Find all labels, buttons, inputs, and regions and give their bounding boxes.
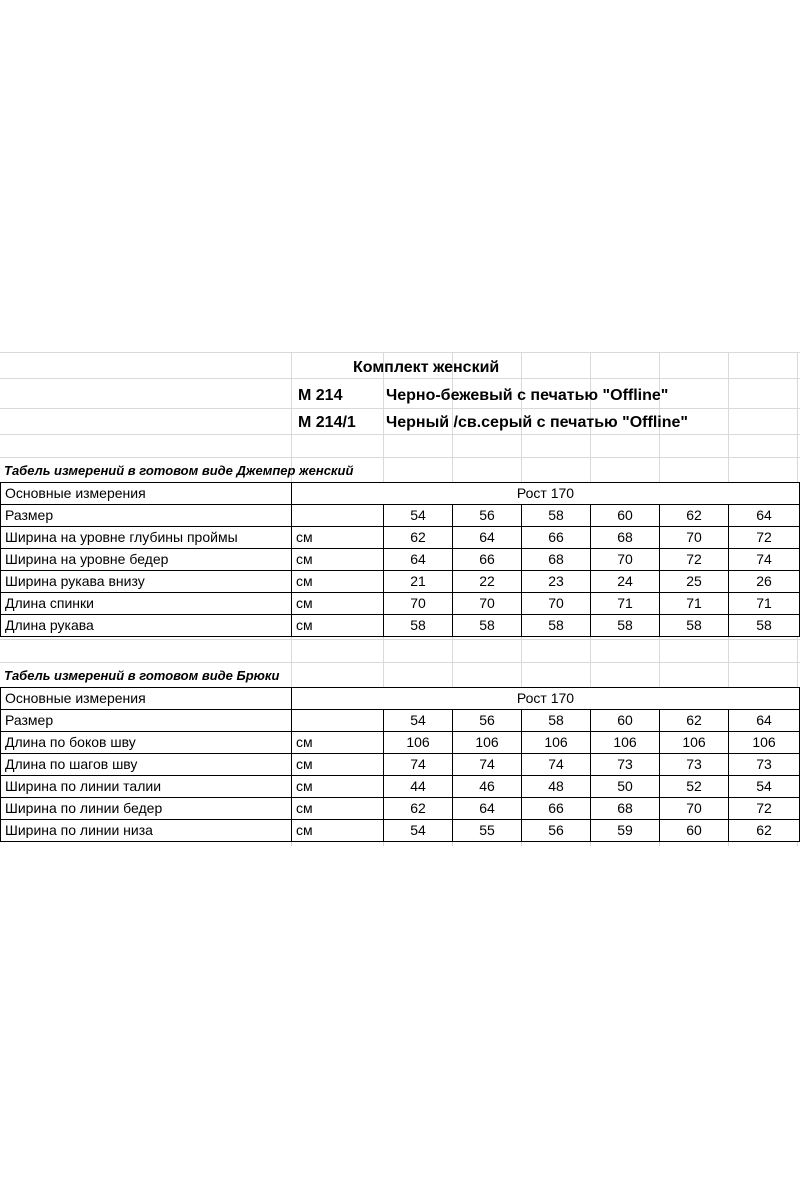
value-cell: 62 <box>384 798 453 820</box>
value-cell: 58 <box>453 615 522 637</box>
value-cell: 70 <box>522 593 591 615</box>
value-cell: 60 <box>660 820 729 842</box>
grid-line <box>0 408 800 409</box>
measurement-name: Ширина на уровне бедер <box>1 549 292 571</box>
value-cell: 71 <box>660 593 729 615</box>
size-cell: 56 <box>453 505 522 527</box>
table-row <box>1 820 800 842</box>
unit-cell: см <box>292 776 384 798</box>
value-cell: 58 <box>660 615 729 637</box>
model-description: Черно-бежевый с печатью "Offline" <box>386 387 669 404</box>
value-cell: 62 <box>729 820 800 842</box>
size-cell: 60 <box>591 710 660 732</box>
table-row <box>1 593 800 615</box>
value-cell: 73 <box>729 754 800 776</box>
main-measurements-label: Основные измерения <box>1 688 292 710</box>
spreadsheet-sheet <box>0 352 800 846</box>
unit-cell: см <box>292 593 384 615</box>
trousers-table-title: Табель измерений в готовом виде Брюки <box>4 668 280 683</box>
value-cell: 26 <box>729 571 800 593</box>
size-cell: 64 <box>729 710 800 732</box>
table-header-row <box>1 688 800 710</box>
value-cell: 70 <box>660 527 729 549</box>
value-cell: 70 <box>591 549 660 571</box>
value-cell: 44 <box>384 776 453 798</box>
value-cell: 58 <box>384 615 453 637</box>
unit-cell: см <box>292 732 384 754</box>
value-cell: 56 <box>522 820 591 842</box>
unit-cell: см <box>292 754 384 776</box>
measurement-name: Длина по шагов шву <box>1 754 292 776</box>
value-cell: 66 <box>522 798 591 820</box>
size-cell: 62 <box>660 505 729 527</box>
value-cell: 106 <box>453 732 522 754</box>
model-code: М 214 <box>298 387 343 404</box>
value-cell: 72 <box>729 527 800 549</box>
size-cell: 58 <box>522 505 591 527</box>
grid-line <box>0 352 800 353</box>
value-cell: 106 <box>729 732 800 754</box>
jumper-table-title: Табель измерений в готовом виде Джемпер женский <box>4 463 354 478</box>
value-cell: 106 <box>522 732 591 754</box>
value-cell: 48 <box>522 776 591 798</box>
value-cell: 59 <box>591 820 660 842</box>
value-cell: 52 <box>660 776 729 798</box>
measurement-name: Длина рукава <box>1 615 292 637</box>
value-cell: 106 <box>660 732 729 754</box>
empty-cell <box>292 710 384 732</box>
value-cell: 70 <box>660 798 729 820</box>
set-title: Комплект женский <box>353 359 500 376</box>
unit-cell: см <box>292 820 384 842</box>
value-cell: 71 <box>591 593 660 615</box>
value-cell: 54 <box>729 776 800 798</box>
model-description: Черный /св.серый с печатью "Offline" <box>386 414 688 431</box>
value-cell: 58 <box>729 615 800 637</box>
value-cell: 70 <box>453 593 522 615</box>
grid-line <box>0 457 800 458</box>
value-cell: 64 <box>453 798 522 820</box>
value-cell: 70 <box>384 593 453 615</box>
height-label: Рост 170 <box>292 483 800 505</box>
size-cell: 56 <box>453 710 522 732</box>
unit-cell: см <box>292 571 384 593</box>
main-measurements-label: Основные измерения <box>1 483 292 505</box>
value-cell: 55 <box>453 820 522 842</box>
value-cell: 74 <box>522 754 591 776</box>
value-cell: 25 <box>660 571 729 593</box>
value-cell: 74 <box>384 754 453 776</box>
value-cell: 73 <box>660 754 729 776</box>
value-cell: 58 <box>591 615 660 637</box>
size-row <box>1 710 800 732</box>
measurement-name: Ширина по линии талии <box>1 776 292 798</box>
value-cell: 106 <box>384 732 453 754</box>
table-row <box>1 732 800 754</box>
height-label: Рост 170 <box>292 688 800 710</box>
value-cell: 72 <box>660 549 729 571</box>
size-cell: 54 <box>384 505 453 527</box>
measurement-name: Длина по боков шву <box>1 732 292 754</box>
value-cell: 106 <box>591 732 660 754</box>
table-row <box>1 615 800 637</box>
table-row <box>1 549 800 571</box>
size-row <box>1 505 800 527</box>
value-cell: 62 <box>384 527 453 549</box>
value-cell: 54 <box>384 820 453 842</box>
size-cell: 60 <box>591 505 660 527</box>
value-cell: 66 <box>522 527 591 549</box>
value-cell: 64 <box>384 549 453 571</box>
size-cell: 54 <box>384 710 453 732</box>
size-cell: 62 <box>660 710 729 732</box>
value-cell: 68 <box>591 798 660 820</box>
grid-line <box>0 662 800 663</box>
value-cell: 22 <box>453 571 522 593</box>
model-code: М 214/1 <box>298 414 356 431</box>
size-label: Размер <box>1 710 292 732</box>
unit-cell: см <box>292 549 384 571</box>
measurement-name: Длина спинки <box>1 593 292 615</box>
value-cell: 68 <box>522 549 591 571</box>
value-cell: 71 <box>729 593 800 615</box>
unit-cell: см <box>292 527 384 549</box>
unit-cell: см <box>292 615 384 637</box>
value-cell: 73 <box>591 754 660 776</box>
value-cell: 21 <box>384 571 453 593</box>
table-row <box>1 776 800 798</box>
measurement-name: Ширина по линии бедер <box>1 798 292 820</box>
size-cell: 64 <box>729 505 800 527</box>
jumper-measurements-table <box>0 482 800 637</box>
value-cell: 50 <box>591 776 660 798</box>
size-cell: 58 <box>522 710 591 732</box>
value-cell: 64 <box>453 527 522 549</box>
trousers-measurements-table <box>0 687 800 842</box>
value-cell: 74 <box>729 549 800 571</box>
value-cell: 24 <box>591 571 660 593</box>
table-header-row <box>1 483 800 505</box>
grid-line <box>0 639 800 640</box>
unit-cell: см <box>292 798 384 820</box>
table-row <box>1 571 800 593</box>
measurement-name: Ширина на уровне глубины проймы <box>1 527 292 549</box>
size-label: Размер <box>1 505 292 527</box>
table-row <box>1 527 800 549</box>
value-cell: 23 <box>522 571 591 593</box>
value-cell: 46 <box>453 776 522 798</box>
measurement-name: Ширина по линии низа <box>1 820 292 842</box>
grid-line <box>0 434 800 435</box>
table-row <box>1 798 800 820</box>
table-row <box>1 754 800 776</box>
value-cell: 74 <box>453 754 522 776</box>
value-cell: 68 <box>591 527 660 549</box>
value-cell: 58 <box>522 615 591 637</box>
empty-cell <box>292 505 384 527</box>
value-cell: 66 <box>453 549 522 571</box>
value-cell: 72 <box>729 798 800 820</box>
measurement-name: Ширина рукава внизу <box>1 571 292 593</box>
